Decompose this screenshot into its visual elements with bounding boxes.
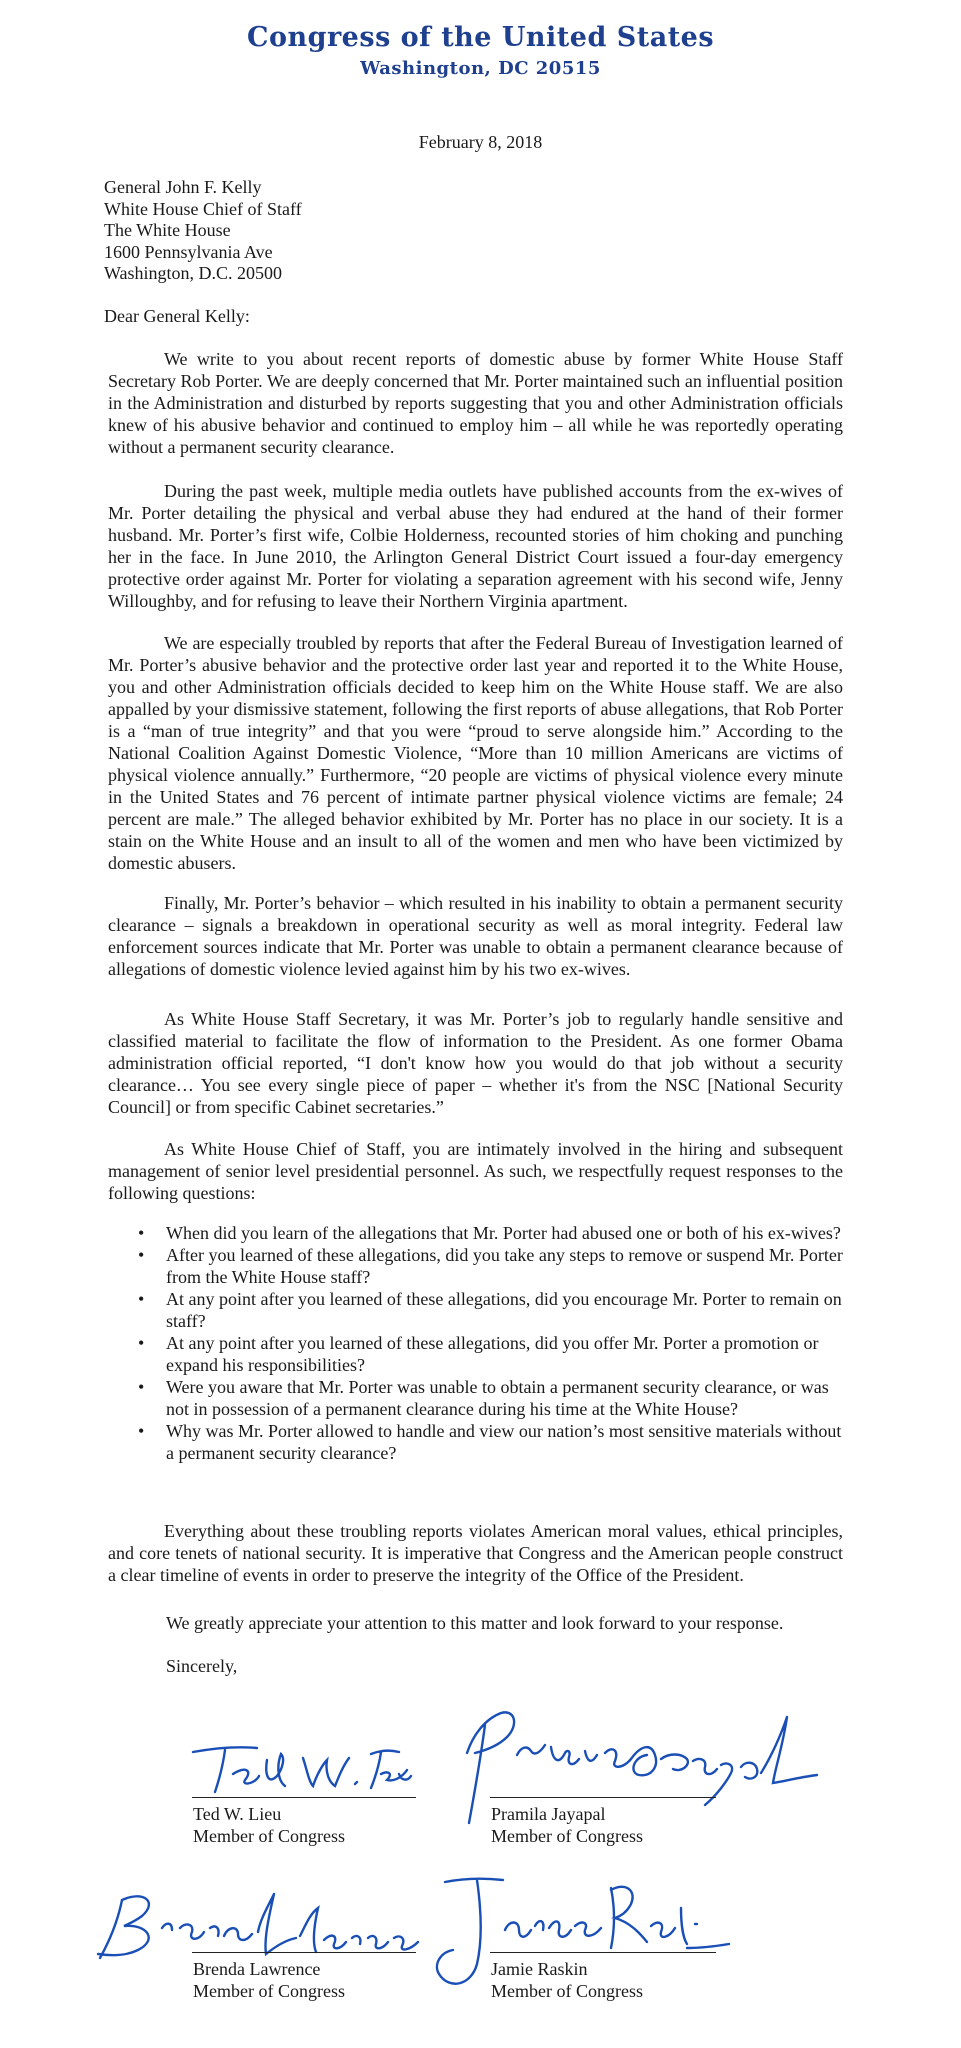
question-item [108, 1332, 843, 1376]
question-text: At any point after you learned of these allegations, did you encourage Mr. Porter to remain on staff? [166, 1289, 842, 1331]
address-line: White House Chief of Staff [104, 198, 302, 219]
bullet-icon: • [138, 1421, 145, 1441]
question-item [108, 1420, 843, 1464]
bullet-icon: • [138, 1245, 145, 1265]
signer-title: Member of Congress [193, 1826, 345, 1846]
question-text: At any point after you learned of these allegations, did you offer Mr. Porter a promotion or expand his responsibilities? [166, 1333, 819, 1375]
salutation: Dear General Kelly: [104, 306, 250, 326]
signature-brenda-lawrence [88, 1880, 433, 1970]
address-line: The White House [104, 220, 231, 241]
closing-paragraph: Everything about these troubling reports violates American moral values, ethical principles, and core tenets of national security. It is imperative that Congress and the American people construct a clear timeline of events in order to preserve the integrity of the Office of the President. [108, 1521, 843, 1585]
bullet-icon: • [138, 1289, 145, 1309]
question-text: After you learned of these allegations, did you take any steps to remove or suspend Mr. Porter from the White House staff? [166, 1245, 843, 1287]
question-list [108, 1222, 843, 1464]
body-paragraph: During the past week, multiple media outlets have published accounts from the ex-wives of Mr. Porter detailing the physical and verbal abuse they had endured at the hand of their former husband. Mr. Porter’s first wife, Colbie Holderness, recounted stories of him choking and punching her in the face. In June 2010, the Arlington General District Court issued a four-day emergency protective order against Mr. Porter for violating a separation agreement with his second wife, Jenny Willoughby, and for refusing to leave their Northern Virginia apartment. [108, 481, 843, 611]
letter-date: February 8, 2018 [418, 132, 543, 152]
signer-name: Ted W. Lieu [193, 1804, 282, 1824]
question-item [108, 1288, 843, 1332]
signoff: Sincerely, [166, 1656, 238, 1676]
body-paragraph: We are especially troubled by reports that after the Federal Bureau of Investigation learned of Mr. Porter’s abusive behavior and the protective order last year and reported it to the White House, you and other Administration officials decided to keep him on the White House staff. We are also appalled by your dismissive statement, following the first reports of abuse allegations, that Rob Porter is a “man of true integrity” and that you were “proud to serve alongside him.” According to the National Coalition Against Domestic Violence, “More than 10 million Americans are victims of physical violence annually.” Furthermore, “20 people are victims of physical violence every minute in the United States and 76 percent of intimate partner physical violence victims are female; 24 percent are male.” The alleged behavior exhibited by Mr. Porter has no place in our society. It is a stain on the White House and an insult to all of the women and men who have been victimized by domestic abusers. [108, 633, 843, 873]
recipient-address [104, 177, 302, 285]
signature-line [192, 1797, 416, 1798]
question-text: When did you learn of the allegations that Mr. Porter had abused one or both of his ex-wives? [166, 1223, 841, 1243]
letterhead-title: Congress of the United States [246, 22, 715, 53]
body-paragraph: As White House Staff Secretary, it was Mr. Porter’s job to regularly handle sensitive and classified material to facilitate the flow of information to the President. As one former Obama administration official reported, “I don't know how you would do that job without a security clearance… You see every single piece of paper – whether it's from the NSC [National Security Council] or from specific Cabinet secretaries.” [108, 1009, 843, 1117]
address-line: 1600 Pennsylvania Ave [104, 241, 273, 262]
body-paragraph: As White House Chief of Staff, you are intimately involved in the hiring and subsequent management of senior level presidential personnel. As such, we respectfully request responses to the following questions: [108, 1139, 843, 1203]
signer-title: Member of Congress [193, 1981, 345, 2001]
body-paragraph: Finally, Mr. Porter’s behavior – which resulted in his inability to obtain a permanent security clearance – signals a breakdown in operational security as well as moral integrity. Federal law enforcement sources indicate that Mr. Porter was unable to obtain a permanent clearance because of allegations of domestic violence levied against him by his two ex-wives. [108, 893, 843, 979]
bullet-icon: • [138, 1377, 145, 1397]
signature-line [490, 1797, 716, 1798]
letterhead-subtitle: Washington, DC 20515 [360, 58, 601, 79]
address-line: Washington, D.C. 20500 [104, 263, 283, 284]
signer-name: Pramila Jayapal [491, 1804, 606, 1824]
signer-name: Jamie Raskin [491, 1959, 588, 1979]
question-text: Why was Mr. Porter allowed to handle and view our nation’s most sensitive materials without a permanent security clearance? [166, 1421, 842, 1463]
signature-line [192, 1952, 416, 1953]
question-item [108, 1376, 843, 1420]
body-paragraph: We write to you about recent reports of domestic abuse by former White House Staff Secretary Rob Porter. We are deeply concerned that Mr. Porter maintained such an influential position in the Administration and disturbed by reports suggesting that you and other Administration officials knew of his abusive behavior and continued to employ him – all while he was reportedly operating without a permanent security clearance. [108, 349, 843, 457]
appreciation-line: We greatly appreciate your attention to this matter and look forward to your response. [166, 1613, 784, 1633]
signer-name: Brenda Lawrence [193, 1959, 321, 1979]
signature-line [490, 1952, 716, 1953]
bullet-icon: • [138, 1223, 145, 1243]
question-item [108, 1244, 843, 1288]
question-item [108, 1222, 843, 1244]
signer-title: Member of Congress [491, 1826, 643, 1846]
signature-ted-lieu [185, 1730, 415, 1800]
bullet-icon: • [138, 1333, 145, 1353]
question-text: Were you aware that Mr. Porter was unable to obtain a permanent security clearance, or was not in possession of a permanent clearance during his time at the White House? [166, 1377, 829, 1419]
address-line: General John F. Kelly [104, 177, 262, 197]
signer-title: Member of Congress [491, 1981, 643, 2001]
